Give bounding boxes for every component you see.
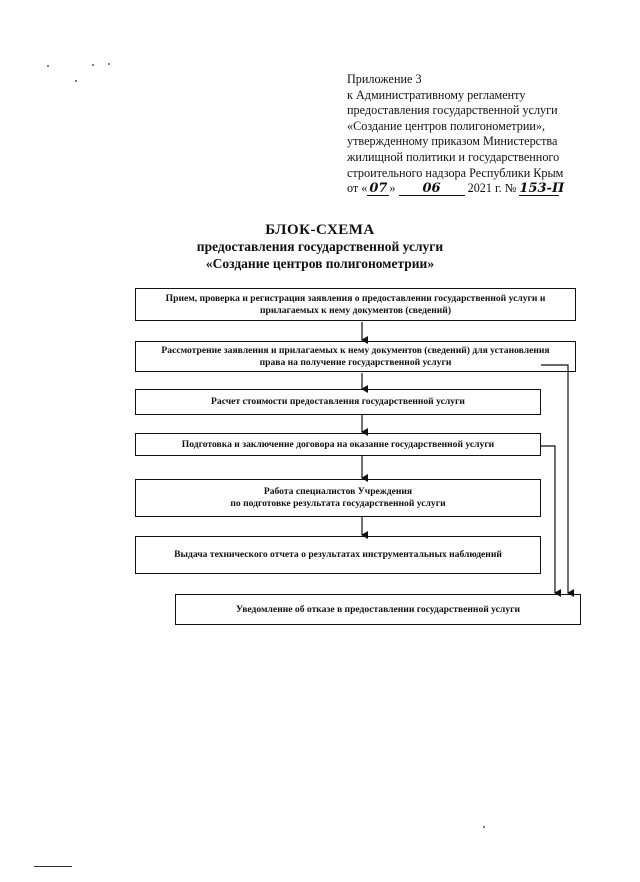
annex-line: «Создание центров полигонометрии», bbox=[347, 118, 546, 133]
step-work-box bbox=[135, 479, 541, 517]
order-month: 06 bbox=[399, 183, 465, 196]
step-review-text: права на получение государственной услуги bbox=[259, 356, 452, 368]
arrow-step4-refusal-line bbox=[541, 446, 555, 593]
annex-line: к Административному регламенту bbox=[347, 87, 526, 102]
service-name: «Создание центров полигонометрии» bbox=[205, 256, 435, 271]
date-prefix: от « bbox=[347, 181, 368, 196]
refusal-box bbox=[175, 594, 581, 625]
annex-line: Приложение 3 bbox=[347, 72, 422, 86]
step-report-box bbox=[135, 536, 541, 574]
order-number: 153-П bbox=[519, 181, 565, 197]
step-work-text: Работа специалистов Учреждения bbox=[263, 486, 413, 497]
step-cost-text: Расчет стоимости предоставления государственной услуги bbox=[211, 396, 465, 407]
annex-line: жилищной политики и государственного bbox=[347, 149, 560, 164]
annex-line: строительного надзора Республики Крым bbox=[347, 165, 564, 180]
step-work-text: по подготовке результата государственной услуги bbox=[230, 498, 446, 509]
step-receipt-text: прилагаемых к нему документов (сведений) bbox=[259, 304, 452, 316]
document-subtitle: предоставления государственной услуги bbox=[196, 239, 444, 254]
document-title: БЛОК-СХЕМА bbox=[265, 222, 375, 238]
annex-line: предоставления государственной услуги bbox=[347, 103, 558, 118]
step-contract-text: Подготовка и заключение договора на оказание государственной услуги bbox=[181, 438, 495, 450]
step-review-box bbox=[135, 341, 576, 372]
step-receipt-text: Прием, проверка и регистрация заявления о предоставлении государственной услуги и bbox=[165, 292, 546, 304]
footer-rule bbox=[34, 866, 72, 867]
date-mid: » bbox=[389, 181, 396, 196]
step-cost-box bbox=[135, 389, 541, 415]
step-report-text: Выдача технического отчета о результатах инструментальных наблюдений bbox=[174, 549, 502, 560]
step-receipt-box bbox=[135, 288, 576, 321]
refusal-text: Уведомление об отказе в предоставлении государственной услуги bbox=[235, 603, 520, 615]
order-day: 07 bbox=[369, 181, 388, 197]
annex-line: утвержденному приказом Министерства bbox=[347, 134, 558, 149]
order-year: 2021 г. № bbox=[467, 181, 517, 196]
step-review-text: Рассмотрение заявления и прилагаемых к нему документов (сведений) для установления bbox=[161, 344, 550, 356]
step-contract-box bbox=[135, 433, 541, 456]
